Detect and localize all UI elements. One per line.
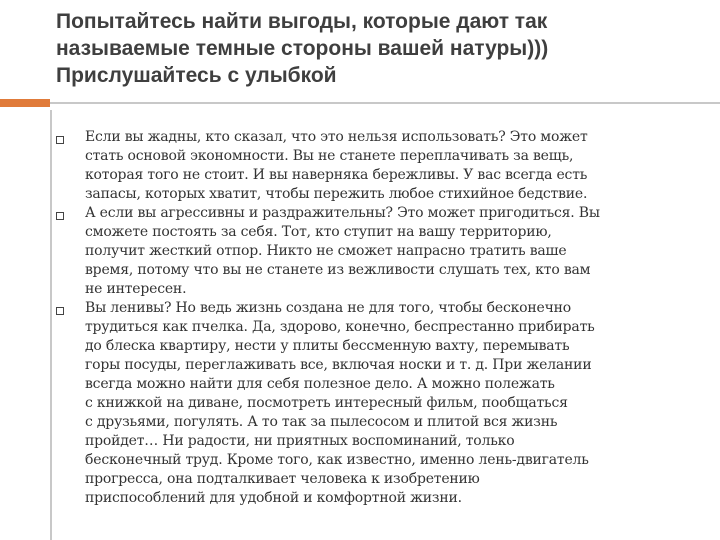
hollow-square-icon [56, 136, 64, 144]
text-line: трудиться как пчелка. Да, здорово, конечно, беспрестанно прибирать [85, 319, 595, 335]
bullet-text [85, 128, 696, 204]
text-line: стать основой экономности. Вы не станете переплачивать за вещь, [85, 148, 574, 164]
text-line: с книжкой на диване, посмотреть интересный фильм, пообщаться [85, 395, 568, 411]
text-line: Если вы жадны, кто сказал, что это нельзя использовать? Это может [85, 129, 588, 145]
title-line: Попытайтесь найти выгоды, которые дают так [56, 10, 548, 33]
text-line: приспособлений для удобной и комфортной жизни. [85, 490, 462, 506]
text-line: пройдет… Ни радости, ни приятных воспоминаний, только [85, 433, 515, 449]
text-line: с друзьями, погулять. А то так за пылесосом и плитой вся жизнь [85, 414, 558, 430]
text-line: всегда можно найти для себя полезное дело. А можно полежать [85, 376, 555, 392]
list-item [56, 128, 696, 204]
text-line: сможете постоять за себя. Тот, кто ступит на вашу территорию, [85, 224, 552, 240]
text-line: до блеска квартиру, нести у плиты бессменную вахту, перемывать [85, 338, 570, 354]
text-line: которая того не стоит. И вы наверняка бережливы. У вас всегда есть [85, 167, 588, 183]
text-line: бесконечный труд. Кроме того, как известно, именно лень-двигатель [85, 452, 589, 468]
hollow-square-icon [56, 307, 64, 315]
text-line: получит жесткий отпор. Никто не сможет напрасно тратить ваше [85, 243, 567, 259]
text-line: Вы ленивы? Но ведь жизнь создана не для того, чтобы бесконечно [85, 300, 572, 316]
bullet-text [85, 204, 696, 299]
text-line: запасы, которых хватит, чтобы пережить любое стихийное бедствие. [85, 186, 588, 202]
bullet-text [85, 299, 696, 508]
accent-bar [0, 99, 50, 107]
divider-line [50, 102, 720, 104]
slide-title [56, 8, 696, 89]
text-line: прогресса, она подталкивает человека к изобретению [85, 471, 480, 487]
text-line: не интересен. [85, 281, 187, 297]
hollow-square-icon [56, 212, 64, 220]
title-line: называемые темные стороны вашей натуры))) [56, 37, 549, 60]
text-line: время, потому что вы не станете из вежливости слушать тех, кто вам [85, 262, 591, 278]
text-line: горы посуды, переглаживать все, включая носки и т. д. При желании [85, 357, 592, 373]
list-item [56, 204, 696, 299]
list-item [56, 299, 696, 508]
vertical-divider [50, 110, 52, 540]
text-line: А если вы агрессивны и раздражительны? Это может пригодиться. Вы [85, 205, 600, 221]
title-line: Прислушайтесь с улыбкой [56, 64, 337, 87]
bullet-list [56, 128, 696, 508]
